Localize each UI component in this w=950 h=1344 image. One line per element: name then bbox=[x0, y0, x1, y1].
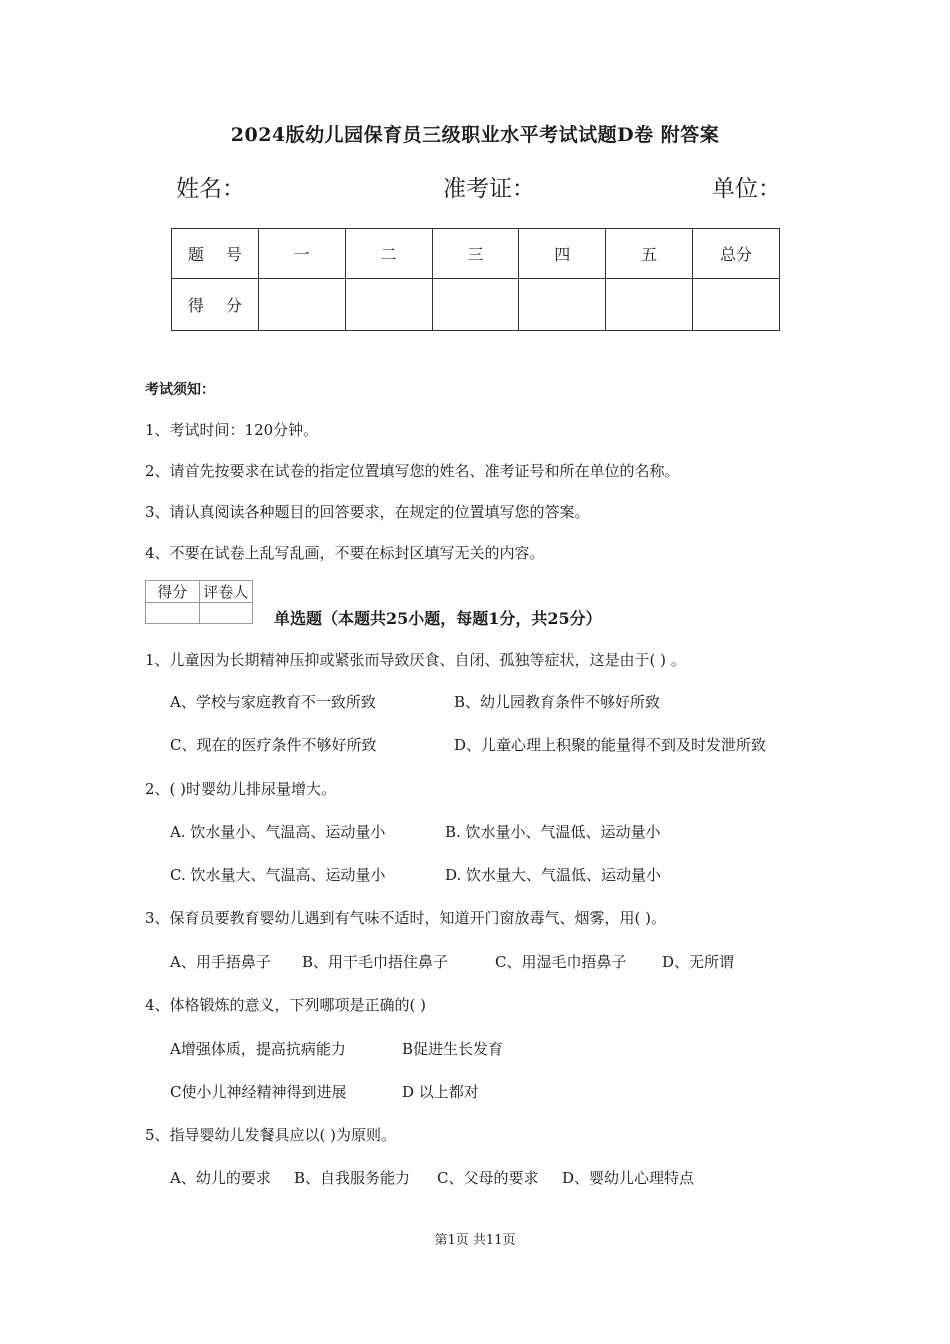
notice-rule: 1、考试时间：120分钟。 bbox=[145, 421, 319, 439]
question-stem: 1、儿童因为长期精神压抑或紧张而导致厌食、自闭、孤独等症状，这是由于( ) 。 bbox=[145, 651, 686, 669]
option: C、用湿毛巾捂鼻子 bbox=[495, 953, 627, 971]
score-table bbox=[171, 228, 780, 331]
score-table-column: 三 bbox=[432, 229, 519, 279]
score-table-column: 四 bbox=[519, 229, 606, 279]
score-cell[interactable] bbox=[345, 279, 432, 331]
notice-rule: 3、请认真阅读各种题目的回答要求，在规定的位置填写您的答案。 bbox=[145, 503, 590, 521]
header-char: 号 bbox=[225, 245, 242, 264]
score-table-column: 二 bbox=[345, 229, 432, 279]
score-table-header-label bbox=[172, 229, 259, 279]
grader-name-cell[interactable] bbox=[199, 603, 253, 624]
option: B、自我服务能力 bbox=[294, 1169, 411, 1187]
score-cell[interactable] bbox=[693, 279, 780, 331]
option: A、用手捂鼻子 bbox=[170, 953, 271, 971]
option: B、幼儿园教育条件不够好所致 bbox=[454, 693, 661, 711]
unit-label: 单位： bbox=[712, 176, 781, 202]
option: A、幼儿的要求 bbox=[170, 1169, 271, 1187]
option: A、学校与家庭教育不一致所致 bbox=[170, 693, 376, 711]
option: D、无所谓 bbox=[662, 953, 735, 971]
option: A增强体质，提高抗病能力 bbox=[170, 1040, 346, 1058]
option: D. 饮水量大、气温低、运动量小 bbox=[445, 866, 662, 884]
notice-rule: 4、不要在试卷上乱写乱画，不要在标封区填写无关的内容。 bbox=[145, 544, 545, 562]
option: B、用干毛巾捂住鼻子 bbox=[302, 953, 449, 971]
score-cell[interactable] bbox=[606, 279, 693, 331]
grader-name-label: 评卷人 bbox=[199, 581, 253, 603]
option: C、现在的医疗条件不够好所致 bbox=[170, 736, 377, 754]
grader-score-label: 得分 bbox=[146, 581, 200, 603]
option: D 以上都对 bbox=[402, 1083, 479, 1101]
score-char: 得 bbox=[187, 296, 204, 315]
grader-table bbox=[145, 580, 253, 624]
score-table-column: 一 bbox=[258, 229, 345, 279]
question-stem: 3、保育员要教育婴幼儿遇到有气味不适时，知道开门窗放毒气、烟雾，用( )。 bbox=[145, 909, 667, 927]
score-char: 分 bbox=[225, 296, 242, 315]
score-table-score-label bbox=[172, 279, 259, 331]
question-stem: 2、( )时婴幼儿排尿量增大。 bbox=[145, 780, 337, 798]
header-char: 题 bbox=[187, 245, 204, 264]
option: C. 饮水量大、气温高、运动量小 bbox=[170, 866, 386, 884]
score-cell[interactable] bbox=[432, 279, 519, 331]
score-cell[interactable] bbox=[519, 279, 606, 331]
option: D、儿童心理上积聚的能量得不到及时发泄所致 bbox=[454, 736, 767, 754]
page-title: 2024版幼儿园保育员三级职业水平考试试题D卷 附答案 bbox=[230, 124, 720, 146]
exam-number-label: 准考证： bbox=[443, 176, 535, 202]
option: C、父母的要求 bbox=[437, 1169, 539, 1187]
notice-rule: 2、请首先按要求在试卷的指定位置填写您的姓名、准考证号和所在单位的名称。 bbox=[145, 462, 680, 480]
notice-title: 考试须知： bbox=[145, 382, 215, 398]
score-cell[interactable] bbox=[258, 279, 345, 331]
option: A. 饮水量小、气温高、运动量小 bbox=[170, 823, 386, 841]
grader-score-cell[interactable] bbox=[146, 603, 200, 624]
option: B促进生长发育 bbox=[402, 1040, 504, 1058]
option: B. 饮水量小、气温低、运动量小 bbox=[445, 823, 661, 841]
page-footer: 第1页 共11页 bbox=[434, 1233, 516, 1248]
question-stem: 4、体格锻炼的意义，下列哪项是正确的( ) bbox=[145, 996, 427, 1014]
option: D、婴幼儿心理特点 bbox=[562, 1169, 695, 1187]
name-label: 姓名： bbox=[176, 176, 245, 202]
score-table-column: 五 bbox=[606, 229, 693, 279]
section-title: 单选题（本题共25小题，每题1分，共25分） bbox=[274, 609, 602, 628]
option: C使小儿神经精神得到进展 bbox=[170, 1083, 347, 1101]
question-stem: 5、指导婴幼儿发餐具应以( )为原则。 bbox=[145, 1126, 397, 1144]
score-table-column: 总分 bbox=[693, 229, 780, 279]
